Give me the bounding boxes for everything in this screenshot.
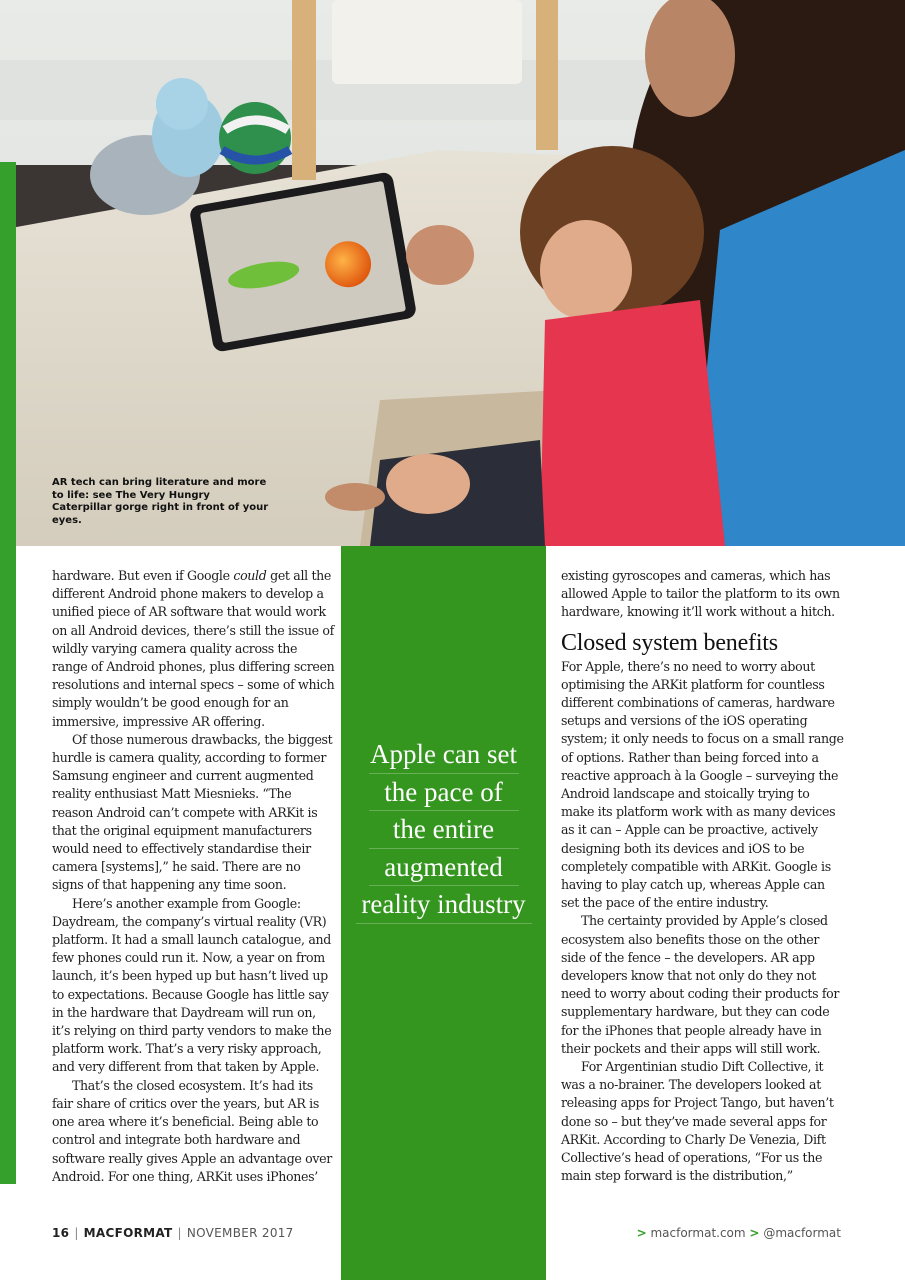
footer-separator: | <box>74 1226 79 1240</box>
emphasis-text: could <box>233 568 267 583</box>
magazine-name: MACFORMAT <box>83 1226 173 1240</box>
issue-date: NOVEMBER 2017 <box>186 1226 294 1240</box>
hero-photo <box>0 0 905 546</box>
paragraph-text: get all the different Android phone makers to develop a unified piece of AR software that would work on all Android devices, there’s still the issue of wildly varying camera quality across the range of Android phones, plus differing screen resolutions and internal specs – some of which simply wouldn’t be good enough for an immersive, impressive AR offering. <box>52 568 335 729</box>
paragraph <box>52 567 335 731</box>
paragraph: For Apple, there’s no need to worry about optimising the ARKit platform for countless different combinations of cameras, hardware setups and versions of the iOS operating system; it only needs to focus on a small range of options. Rather than being forced into a reactive approach à la Google – surveying the Android landscape and stoically trying to make its platform work with as many devices as it can – Apple can be proactive, actively designing both its devices and iOS to be completely compatible with ARKit. Google is having to play catch up, whereas Apple can set the pace of the entire industry. <box>561 658 844 911</box>
pull-quote-line: Apple can set <box>369 736 519 774</box>
easel-paper <box>332 0 522 84</box>
paragraph: The certainty provided by Apple’s closed ecosystem also benefits those on the other side of the fence – the developers. AR app developers know that not only do they not need to worry about coding their products for supplementary hardware, but they can code for the iPhones that people already have in their pockets and their apps will still work. <box>561 913 840 1056</box>
pull-quote-panel <box>341 546 546 1280</box>
paragraph: For Argentinian studio Dift Collective, it was a no-brainer. The developers looked at releasing apps for Project Tango, but haven’t done so – but they’ve made several apps for ARKit. According to Charly De Venezia, Dift Collective’s head of operations, “For us the main step forward is the distribution,” <box>561 1059 834 1184</box>
section-heading: Closed system benefits <box>561 629 778 656</box>
paragraph: Here’s another example from Google: Daydream, the company’s virtual reality (VR) platform. It had a small launch catalogue, and few phones could run it. Now, a year on from launch, it’s been hyped up but hasn’t lived up to expectations. Because Google has little say in the hardware that Daydream will run on, it’s relying on third party vendors to make the platform work. That’s a very risky approach, and very different from that taken by Apple. <box>52 895 332 1075</box>
pull-quote-line: augmented <box>369 849 519 887</box>
child-hand <box>386 454 470 514</box>
photo-illustration <box>0 0 905 546</box>
pull-quote-line: the entire <box>369 811 519 849</box>
child-shirt <box>540 300 725 546</box>
footer-separator: | <box>177 1226 182 1240</box>
puppy-head <box>156 78 208 130</box>
article-column-right <box>561 567 844 1186</box>
mother-hand <box>406 225 474 285</box>
paragraph: existing gyroscopes and cameras, which has allowed Apple to tailor the platform to its own hardware, knowing it’ll work without a hitch. <box>561 568 840 620</box>
pull-quote-line: reality industry <box>356 886 532 924</box>
website-link[interactable]: macformat.com <box>650 1226 746 1240</box>
page-number: 16 <box>52 1226 70 1240</box>
page-footer-right <box>637 1226 841 1240</box>
pull-quote <box>341 736 546 924</box>
photo-caption: AR tech can bring literature and more to life: see The Very Hungry Caterpillar gorge right in front of your eyes. <box>52 477 269 526</box>
paragraph: That’s the closed ecosystem. It’s had its fair share of critics over the years, but AR is one area where it’s beneficial. Being able to control and integrate both hardware and software really gives Apple an advantage over Android. For one thing, ARKit uses iPhones’ <box>52 1077 332 1184</box>
chevron-right-icon: > <box>749 1226 760 1240</box>
easel-leg-right <box>536 0 558 150</box>
pull-quote-line: the pace of <box>369 774 519 812</box>
twitter-handle[interactable]: @macformat <box>763 1226 841 1240</box>
paragraph: Of those numerous drawbacks, the biggest hurdle is camera quality, according to former Samsung engineer and current augmented reality enthusiast Matt Miesnieks. “The reason Android can’t compete with ARKit is that the original equipment manufacturers would need to effectively standardise their camera [systems],” he said. There are no signs of that happening any time soon. <box>52 731 333 893</box>
easel-leg-left <box>292 0 316 180</box>
paragraph-text: hardware. But even if Google <box>52 568 234 583</box>
article-column-left <box>52 567 335 1186</box>
chevron-right-icon: > <box>636 1226 647 1240</box>
bare-foot <box>325 483 385 511</box>
page-footer-left <box>52 1226 294 1240</box>
child-face <box>540 220 632 320</box>
accent-bar <box>0 162 16 1184</box>
